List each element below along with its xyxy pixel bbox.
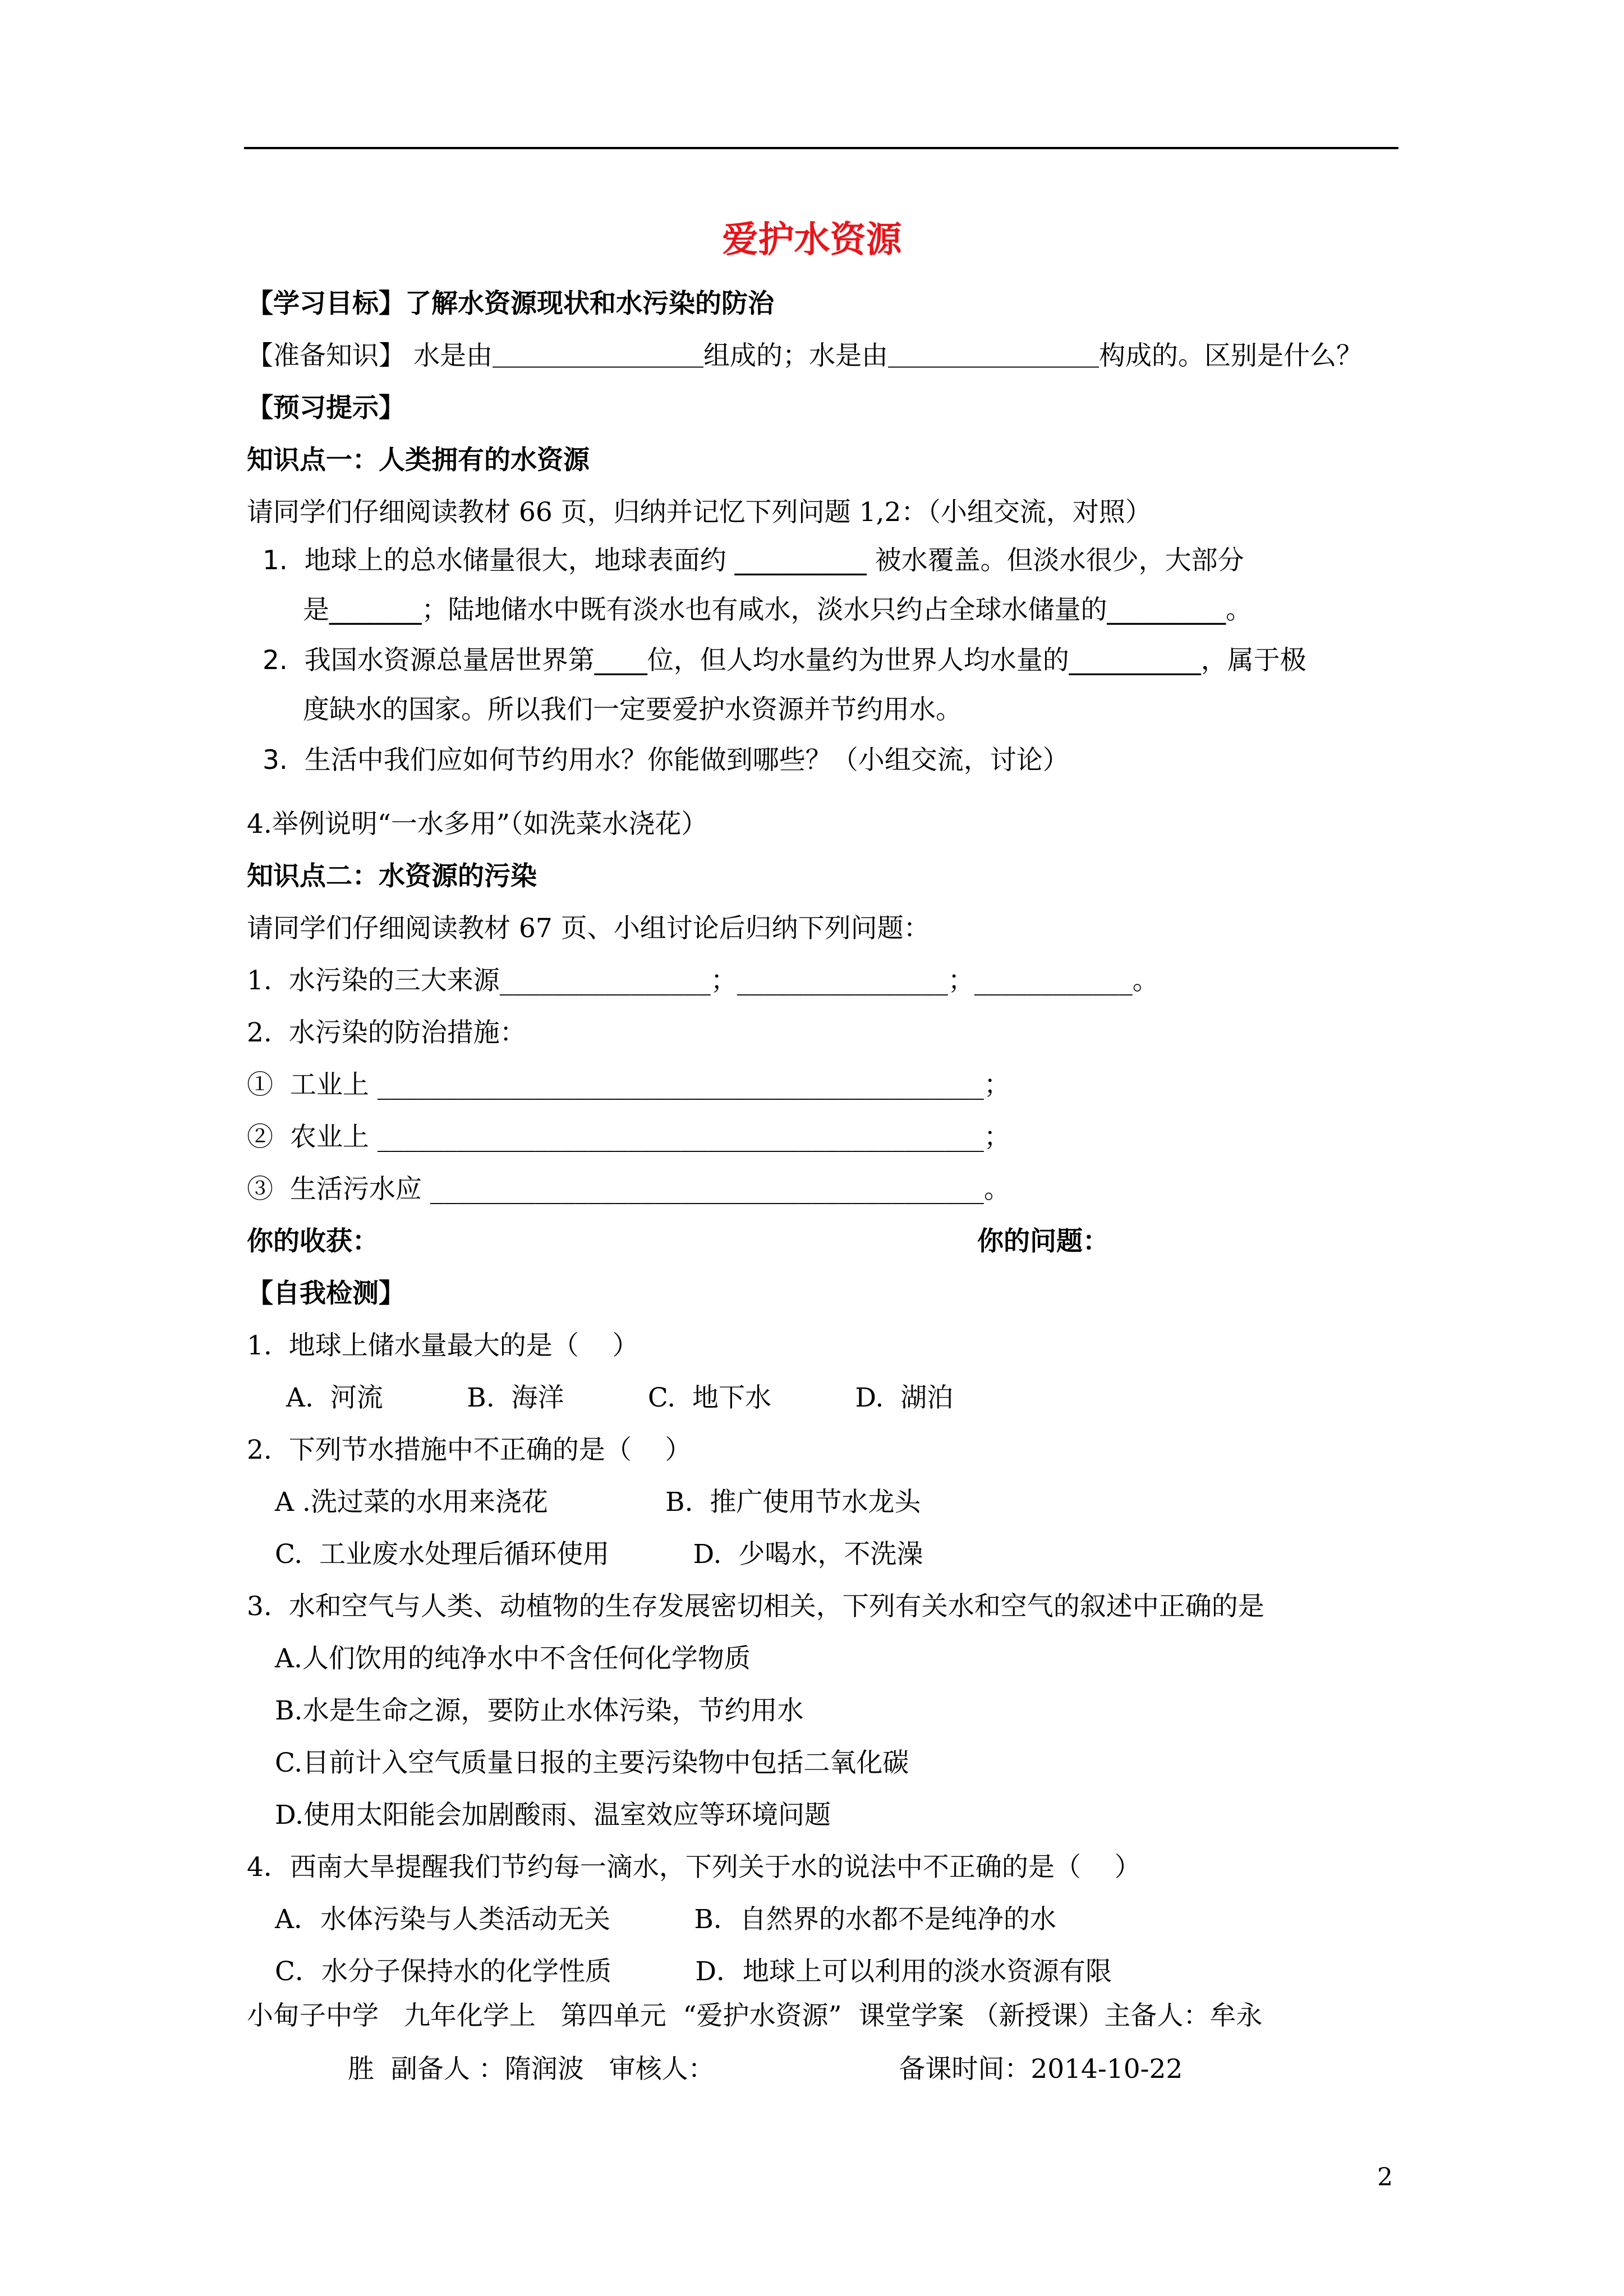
- test-q2: 2. 下列节水措施中不正确的是（ ）: [247, 1435, 692, 1465]
- kp1-instruction: 请同学们仔细阅读教材 66 页，归纳并记忆下列问题 1,2：（小组交流，对照）: [247, 497, 1152, 528]
- your-questions-label: 你的问题：: [977, 1226, 1109, 1257]
- test-q3: 3. 水和空气与人类、动植物的生存发展密切相关，下列有关水和空气的叙述中正确的是: [247, 1591, 1264, 1622]
- test-q1-options: A. 河流 B. 海洋 C. 地下水 D. 湖泊: [286, 1382, 954, 1413]
- test-q3-option-c: C.目前计入空气质量日报的主要污染物中包括二氧化碳: [275, 1748, 909, 1778]
- kp1-q2-line1: 2. 我国水资源总量居世界第____位，但人均水量约为世界人均水量的__________，属于极: [263, 645, 1306, 676]
- test-q1: 1. 地球上储水量最大的是（ ）: [247, 1330, 639, 1361]
- kp1-heading: 知识点一：人类拥有的水资源: [247, 445, 590, 476]
- kp2-domestic: ③ 生活污水应 __________________________________________。: [247, 1174, 1010, 1205]
- test-q3-option-d: D.使用太阳能会加剧酸雨、温室效应等环境问题: [275, 1800, 831, 1831]
- kp1-q1-line2: 是_______；陆地储水中既有淡水也有咸水，淡水只约占全球水储量的_________。: [303, 594, 1252, 625]
- footer-line2: 胜 副备人 ：隋润波 审核人： 备课时间：2014-10-22: [348, 2054, 1183, 2085]
- kp2-q2: 2. 水污染的防治措施：: [247, 1017, 526, 1048]
- kp1-q2-line2: 度缺水的国家。所以我们一定要爱护水资源并节约用水。: [303, 694, 962, 725]
- test-q2-options-ab: A .洗过菜的水用来浇花 B. 推广使用节水龙头: [275, 1487, 921, 1518]
- test-q3-option-a: A.人们饮用的纯净水中不含任何化学物质: [275, 1643, 751, 1674]
- kp2-q1: 1. 水污染的三大来源________________；________________；____________。: [247, 965, 1159, 996]
- test-q4-options-cd: C．水分子保持水的化学性质 D．地球上可以利用的淡水资源有限: [275, 1956, 1112, 1987]
- test-q2-options-cd: C. 工业废水处理后循环使用 D. 少喝水，不洗澡: [275, 1539, 923, 1570]
- kp2-instruction: 请同学们仔细阅读教材 67 页、小组讨论后归纳下列问题：: [247, 913, 930, 944]
- kp2-agriculture: ② 农业上 ______________________________________________；: [247, 1122, 1010, 1152]
- kp1-q4: 4.举例说明“一水多用”（如洗菜水浇花）: [247, 809, 708, 840]
- kp2-heading: 知识点二：水资源的污染: [247, 861, 537, 892]
- test-q3-option-b: B.水是生命之源，要防止水体污染，节约用水: [275, 1695, 804, 1726]
- self-test-heading: 【自我检测】: [247, 1278, 405, 1309]
- your-gains-label: 你的收获：: [247, 1226, 379, 1257]
- footer-line1: 小甸子中学 九年化学上 第四单元 “爱护水资源” 课堂学案 （新授课）主备人：牟永: [247, 2000, 1263, 2031]
- prep-knowledge: 【准备知识】 水是由＿＿＿＿＿＿＿＿组成的；水是由＿＿＿＿＿＿＿＿构成的。区别是什么？: [247, 340, 1363, 371]
- kp2-industry: ① 工业上 ______________________________________________；: [247, 1069, 1010, 1100]
- kp1-q3: 3. 生活中我们应如何节约用水？你能做到哪些？（小组交流，讨论）: [263, 745, 1069, 776]
- test-q4: 4．西南大旱提醒我们节约每一滴水，下列关于水的说法中不正确的是（ ）: [247, 1852, 1141, 1883]
- learning-objective: 【学习目标】了解水资源现状和水污染的防治: [247, 288, 774, 319]
- kp1-q1-line1: 1. 地球上的总水储量很大，地球表面约 __________ 被水覆盖。但淡水很少，大部分: [263, 545, 1244, 576]
- header-rule: [244, 147, 1398, 149]
- preview-heading: 【预习提示】: [247, 393, 405, 423]
- page-number: 2: [1377, 2163, 1393, 2192]
- page-title: 爱护水资源: [722, 219, 902, 261]
- test-q4-options-ab: A．水体污染与人类活动无关 B．自然界的水都不是纯净的水: [275, 1904, 1056, 1935]
